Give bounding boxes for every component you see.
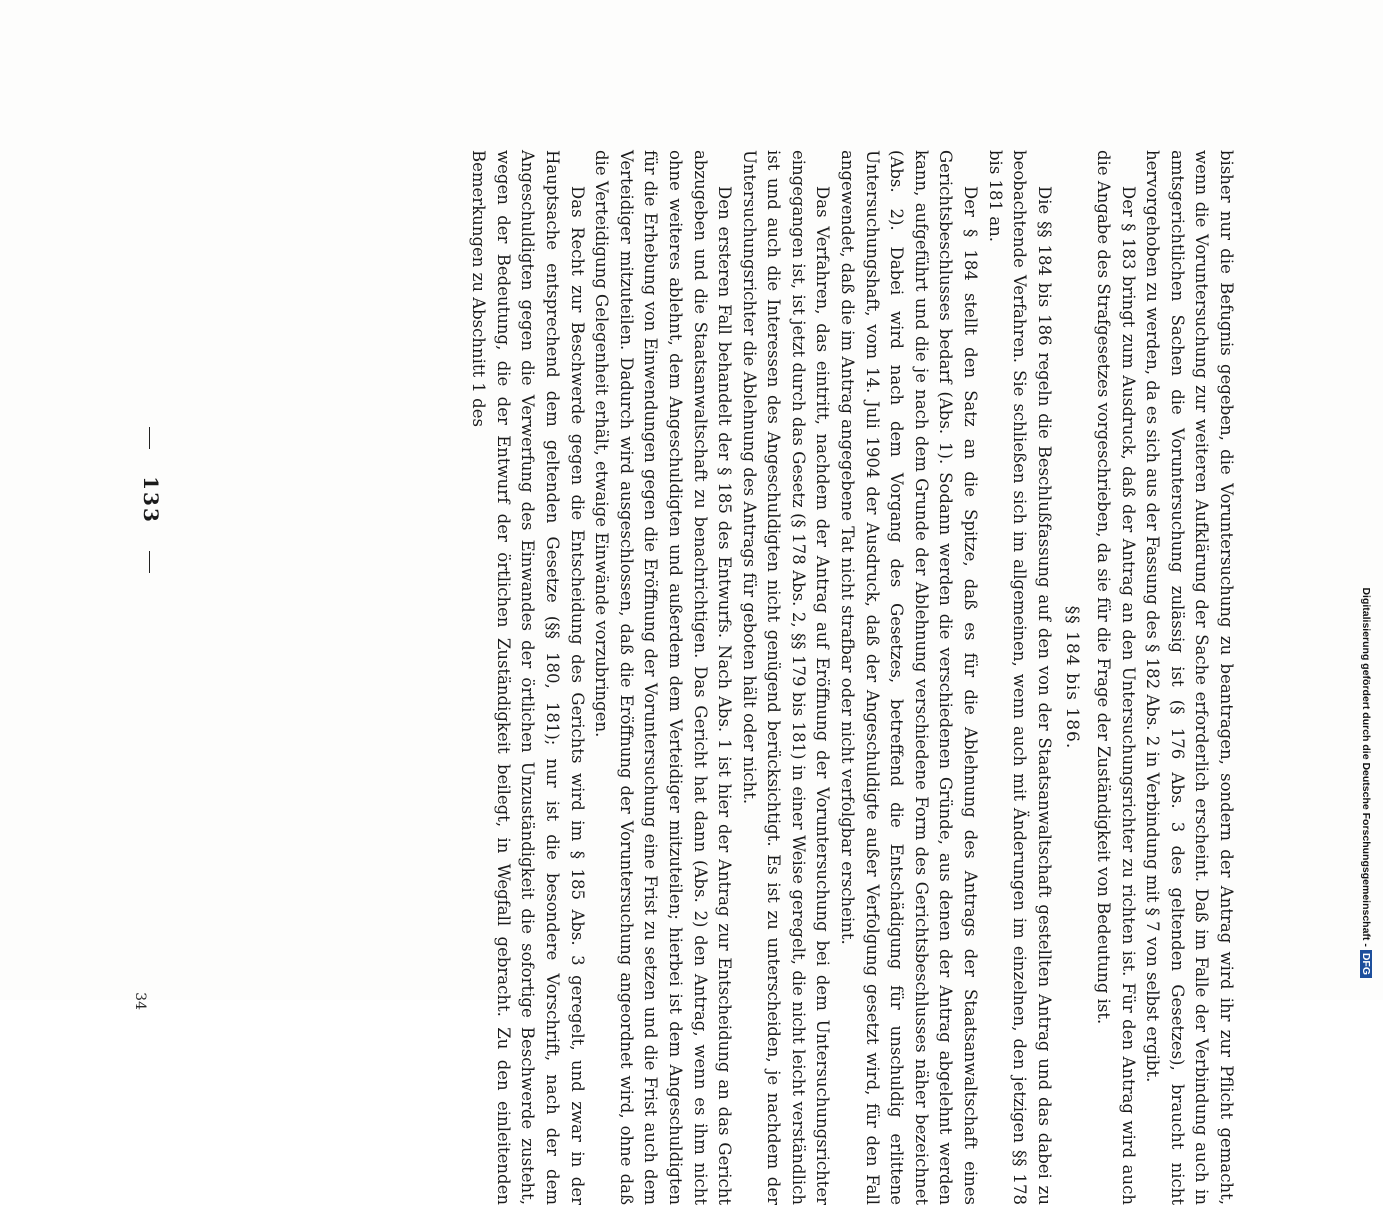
paragraph: Das Recht zur Beschwerde gegen die Entscheidung des Gerichts wird im § 185 Abs. 3 geregelt, und zwar in der Hauptsache entsprechend dem geltenden Gesetze (§§ 180, 181); nur ist die besondere Vorschrift, nach der dem Angeschuldigten gegen die Verwerfung des Einwandes der örtlichen Unzuständigkeit die sofortige Beschwerde zusteht, wegen der Bedeutung, die der Entwurf der örtlichen Zuständigkeit beilegt, in Wegfall gebracht. Zu den einleitenden Bemerkungen zu Abschnitt 1 des xyxy=(469,150,587,1205)
paragraph: bisher nur die Befugnis gegeben, die Voruntersuchung zu beantragen, sondern der Antrag wird ihr zur Pflicht gemacht, wenn die Voruntersuchung zur weiteren Aufklärung der Sache erforderlich erscheint. Daß im Falle der Verbindung auch in amtsgerichtlichen Sachen die Voruntersuchung zulässig ist (§ 176 Abs. 3 des geltenden Gesetzes), braucht nicht hervorgehoben zu werden, da es sich aus der Fassung des § 182 Abs. 2 in Verbindung mit § 7 von selbst ergibt. xyxy=(1143,150,1236,1205)
paragraph: Der § 183 bringt zum Ausdruck, daß der Antrag an den Untersuchungsrichter zu richten ist. Für den Antrag wird auch die Angabe des Strafgesetzes vorgeschrieben, da sie für die Frage der Zuständigkeit von Bedeutung ist. xyxy=(1094,150,1138,1205)
signature-mark: 34 xyxy=(132,992,148,1010)
digitization-footer xyxy=(1360,18,1372,978)
page-number: 133 xyxy=(139,476,163,524)
paragraph: Den ersteren Fall behandelt der § 185 des Entwurfs. Nach Abs. 1 ist hier der Antrag zur Entscheidung an das Gericht abzugeben und die Staatsanwaltschaft zu benachrichtigen. Das Gericht hat dann (Abs. 2) den Antrag, wenn es ihm nicht ohne weiteres ablehnt, dem Angeschuldigten und außerdem dem Verteidiger mitzuteilen; hierbei ist dem Angeschuldigten für die Erhebung von Einwendungen gegen die Eröffnung der Voruntersuchung eine Frist zu setzen und die Frist auch dem Verteidiger mitzuteilen. Dadurch wird ausgeschlossen, daß die Eröffnung der Voruntersuchung angeordnet wird, ohne daß die Verteidigung Gelegenheit erhält, etwaige Einwände vorzubringen. xyxy=(592,150,735,1205)
body-text xyxy=(148,150,1238,1205)
dfg-logo: DFG xyxy=(1360,950,1372,978)
section-heading: §§ 184 bis 186. xyxy=(1062,605,1083,750)
paragraph: Der § 184 stellt den Satz an die Spitze, daß es für die Ablehnung des Antrags der Staatsanwaltschaft eines Gerichtsbeschlusses bedarf (Abs. 1). Sodann werden die verschiedenen Gründe, aus denen der Antrag abgelehnt werden kann, aufgeführt und die je nach dem Grunde der Ablehnung verschiedene Form des Gerichtsbeschlusses näher bezeichnet (Abs. 2). Dabei wird nach dem Vorgang des Gesetzes, betreffend die Entschädigung für unschuldig erlittene Untersuchungshaft, vom 14. Juli 1904 der Ausdruck, daß der Angeschuldigte außer Verfolgung gesetzt wird, für den Fall angewendet, daß die im Antrag angegebene Tat nicht strafbar oder nicht verfolgbar erscheint. xyxy=(838,150,981,1205)
footer-text: Digitalisierung gefördert durch die Deutsche Forschungsgemeinschaft - xyxy=(1360,587,1372,947)
paragraph: Die §§ 184 bis 186 regeln die Beschlußfassung auf den von der Staatsanwaltschaft gestellten Antrag und das dabei zu beobachtende Verfahren. Sie schließen sich im allgemeinen, wenn auch mit Änderungen im einzelnen, den jetzigen §§ 178 bis 181 an. xyxy=(985,150,1054,1205)
paragraph: Das Verfahren, das eintritt, nachdem der Antrag auf Eröffnung der Voruntersuchung bei dem Untersuchungsrichter eingegangen ist, ist jetzt durch das Gesetz (§ 178 Abs. 2, §§ 179 bis 181) in einer Weise geregelt, die nicht leicht verständlich ist und auch die Interessen des Angeschuldigten nicht genügend berücksichtigt. Es ist zu unterscheiden, je nachdem der Untersuchungsrichter die Ablehnung des Antrags für geboten hält oder nicht. xyxy=(739,150,833,1205)
